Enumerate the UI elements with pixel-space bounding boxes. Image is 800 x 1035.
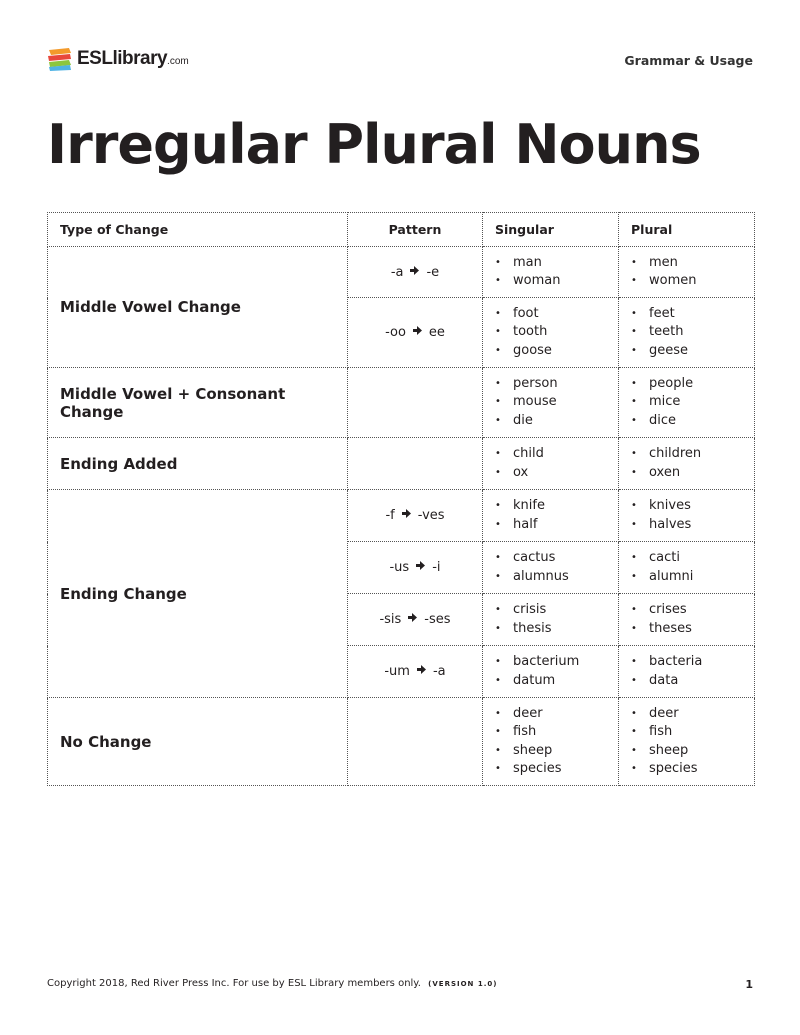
type-of-change-cell: Middle Vowel Change — [48, 247, 348, 368]
list-item: • crisis — [495, 601, 618, 620]
arrow-right-icon — [415, 560, 426, 574]
pattern-from: -us — [389, 560, 410, 575]
pattern-cell — [348, 438, 483, 490]
list-item: • bacterium — [495, 653, 618, 672]
table-row — [48, 698, 755, 786]
list-item: • fish — [631, 723, 754, 742]
pattern-cell — [348, 698, 483, 786]
pattern-cell — [348, 594, 483, 646]
singular-cell — [483, 490, 619, 542]
list-item: • tooth — [495, 323, 618, 342]
singular-cell — [483, 438, 619, 490]
list-item: • mouse — [495, 393, 618, 412]
list-item: • feet — [631, 305, 754, 324]
type-of-change-cell: Middle Vowel + Consonant Change — [48, 368, 348, 438]
list-item: • child — [495, 445, 618, 464]
list-item: • knives — [631, 497, 754, 516]
singular-list — [495, 254, 618, 291]
page-title: Irregular Plural Nouns — [47, 113, 701, 176]
plural-list — [631, 549, 754, 586]
singular-list — [495, 375, 618, 431]
version-label: (VERSION 1.0) — [428, 980, 498, 988]
list-item: • cacti — [631, 549, 754, 568]
list-item: • bacteria — [631, 653, 754, 672]
list-item: • dice — [631, 412, 754, 431]
pattern-from: -oo — [385, 325, 406, 340]
type-of-change-cell: Ending Change — [48, 490, 348, 698]
page-header — [47, 45, 753, 75]
type-of-change-cell: No Change — [48, 698, 348, 786]
pattern-to: -e — [426, 264, 440, 280]
arrow-right-icon — [416, 664, 427, 678]
pattern-cell — [348, 542, 483, 594]
list-item: • alumni — [631, 568, 754, 587]
singular-cell — [483, 542, 619, 594]
plural-list — [631, 497, 754, 534]
list-item: • half — [495, 516, 618, 535]
list-item: • foot — [495, 305, 618, 324]
list-item: • species — [631, 760, 754, 779]
arrow-right-icon — [401, 508, 412, 522]
list-item: • woman — [495, 272, 618, 291]
pattern-to: -ves — [417, 508, 445, 523]
plural-list — [631, 305, 754, 361]
column-header-singular: Singular — [483, 213, 619, 247]
plural-cell — [619, 298, 755, 368]
singular-list — [495, 705, 618, 779]
category-label: Grammar & Usage — [624, 53, 753, 68]
column-header-type: Type of Change — [48, 213, 348, 247]
list-item: • women — [631, 272, 754, 291]
pattern-cell — [348, 298, 483, 368]
column-header-pattern: Pattern — [348, 213, 483, 247]
pattern-cell — [348, 490, 483, 542]
plural-cell — [619, 368, 755, 438]
pattern-from: -a — [390, 264, 404, 280]
page-footer — [47, 978, 753, 989]
copyright-text: Copyright 2018, Red River Press Inc. For use by ESL Library members only. — [47, 978, 421, 989]
plural-list — [631, 254, 754, 291]
table-row — [48, 438, 755, 490]
type-of-change-cell: Ending Added — [48, 438, 348, 490]
page-number: 1 — [745, 978, 753, 991]
pattern-to: ee — [428, 325, 445, 340]
list-item: • thesis — [495, 620, 618, 639]
plural-list — [631, 445, 754, 482]
plural-cell — [619, 247, 755, 298]
singular-list — [495, 445, 618, 482]
plural-list — [631, 705, 754, 779]
list-item: • sheep — [495, 742, 618, 761]
pattern-to: -ses — [424, 612, 451, 627]
list-item: • knife — [495, 497, 618, 516]
plural-cell — [619, 490, 755, 542]
singular-cell — [483, 594, 619, 646]
pattern-cell — [348, 646, 483, 698]
list-item: • datum — [495, 672, 618, 691]
list-item: • cactus — [495, 549, 618, 568]
list-item: • sheep — [631, 742, 754, 761]
pattern-from: -sis — [379, 612, 402, 627]
pattern-cell — [348, 368, 483, 438]
singular-cell — [483, 298, 619, 368]
singular-list — [495, 601, 618, 638]
pattern-to: -a — [432, 664, 446, 679]
list-item: • alumnus — [495, 568, 618, 587]
singular-cell — [483, 247, 619, 298]
plural-cell — [619, 438, 755, 490]
plural-nouns-table — [47, 212, 755, 786]
singular-cell — [483, 646, 619, 698]
list-item: • deer — [631, 705, 754, 724]
list-item: • men — [631, 254, 754, 273]
plural-cell — [619, 646, 755, 698]
pattern-from: -um — [384, 664, 410, 679]
pattern-to: -i — [432, 560, 441, 575]
list-item: • mice — [631, 393, 754, 412]
book-stack-icon — [47, 47, 73, 71]
list-item: • goose — [495, 342, 618, 361]
plural-list — [631, 601, 754, 638]
table-row — [48, 247, 755, 298]
singular-list — [495, 497, 618, 534]
singular-list — [495, 549, 618, 586]
list-item: • species — [495, 760, 618, 779]
table-header-row — [48, 213, 755, 247]
list-item: • deer — [495, 705, 618, 724]
list-item: • die — [495, 412, 618, 431]
list-item: • people — [631, 375, 754, 394]
list-item: • ox — [495, 464, 618, 483]
list-item: • person — [495, 375, 618, 394]
table-row — [48, 368, 755, 438]
list-item: • crises — [631, 601, 754, 620]
pattern-from: -f — [385, 508, 395, 523]
list-item: • halves — [631, 516, 754, 535]
singular-list — [495, 653, 618, 690]
singular-cell — [483, 368, 619, 438]
list-item: • oxen — [631, 464, 754, 483]
esl-library-logo[interactable] — [47, 45, 189, 73]
arrow-right-icon — [409, 265, 420, 279]
list-item: • fish — [495, 723, 618, 742]
list-item: • teeth — [631, 323, 754, 342]
plural-cell — [619, 698, 755, 786]
list-item: • data — [631, 672, 754, 691]
column-header-plural: Plural — [619, 213, 755, 247]
list-item: • theses — [631, 620, 754, 639]
plural-list — [631, 375, 754, 431]
table-row — [48, 490, 755, 542]
list-item: • children — [631, 445, 754, 464]
pattern-cell — [348, 247, 483, 298]
plural-cell — [619, 542, 755, 594]
singular-list — [495, 305, 618, 361]
plural-list — [631, 653, 754, 690]
list-item: • geese — [631, 342, 754, 361]
plural-cell — [619, 594, 755, 646]
list-item: • man — [495, 254, 618, 273]
logo-text: ESLlibrary.com — [77, 48, 189, 69]
arrow-right-icon — [412, 325, 423, 339]
table-body — [48, 247, 755, 786]
singular-cell — [483, 698, 619, 786]
arrow-right-icon — [407, 612, 418, 626]
